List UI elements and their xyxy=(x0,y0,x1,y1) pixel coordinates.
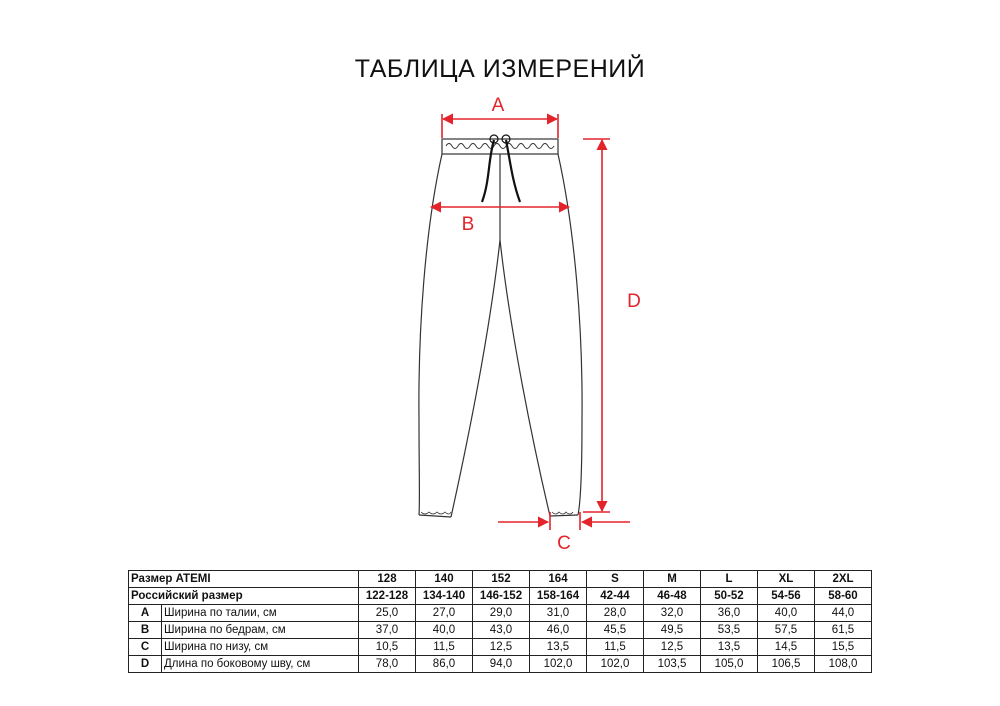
measure-value: 25,0 xyxy=(359,605,416,622)
ru-size-cell: 50-52 xyxy=(701,588,758,605)
measure-letter: D xyxy=(129,656,162,673)
measure-value: 27,0 xyxy=(416,605,473,622)
measure-value: 12,5 xyxy=(473,639,530,656)
size-cell: S xyxy=(587,571,644,588)
measure-value: 108,0 xyxy=(815,656,872,673)
measure-value: 106,5 xyxy=(758,656,815,673)
measure-value: 32,0 xyxy=(644,605,701,622)
dimension-b-label: B xyxy=(461,214,475,235)
ru-size-cell: 58-60 xyxy=(815,588,872,605)
measure-value: 102,0 xyxy=(587,656,644,673)
ru-size-cell: 158-164 xyxy=(530,588,587,605)
measure-value: 15,5 xyxy=(815,639,872,656)
size-cell: M xyxy=(644,571,701,588)
measure-value: 28,0 xyxy=(587,605,644,622)
measure-row-d xyxy=(129,656,872,673)
measure-value: 49,5 xyxy=(644,622,701,639)
measure-value: 14,5 xyxy=(758,639,815,656)
measure-label: Ширина по бедрам, см xyxy=(162,622,359,639)
measure-value: 102,0 xyxy=(530,656,587,673)
ru-size-row xyxy=(129,588,872,605)
dimension-d-label: D xyxy=(627,291,641,312)
measure-label: Ширина по низу, см xyxy=(162,639,359,656)
measure-value: 46,0 xyxy=(530,622,587,639)
measure-value: 103,5 xyxy=(644,656,701,673)
size-cell: XL xyxy=(758,571,815,588)
measure-value: 40,0 xyxy=(758,605,815,622)
size-row xyxy=(129,571,872,588)
measure-value: 105,0 xyxy=(701,656,758,673)
size-table xyxy=(128,570,872,673)
measure-value: 36,0 xyxy=(701,605,758,622)
size-cell: L xyxy=(701,571,758,588)
measure-value: 29,0 xyxy=(473,605,530,622)
measure-value: 94,0 xyxy=(473,656,530,673)
size-row-label: Размер ATEMI xyxy=(129,571,359,588)
dimension-c xyxy=(498,512,630,530)
measure-value: 11,5 xyxy=(587,639,644,656)
measure-value: 78,0 xyxy=(359,656,416,673)
measure-value: 10,5 xyxy=(359,639,416,656)
pants-outline xyxy=(419,139,582,517)
ru-size-cell: 46-48 xyxy=(644,588,701,605)
measure-value: 40,0 xyxy=(416,622,473,639)
measure-label: Ширина по талии, см xyxy=(162,605,359,622)
size-cell: 164 xyxy=(530,571,587,588)
measure-value: 57,5 xyxy=(758,622,815,639)
measure-value: 31,0 xyxy=(530,605,587,622)
page-title: ТАБЛИЦА ИЗМЕРЕНИЙ xyxy=(354,55,646,83)
measure-value: 43,0 xyxy=(473,622,530,639)
ru-size-cell: 54-56 xyxy=(758,588,815,605)
measure-value: 11,5 xyxy=(416,639,473,656)
size-cell: 2XL xyxy=(815,571,872,588)
measure-value: 37,0 xyxy=(359,622,416,639)
measure-value: 13,5 xyxy=(530,639,587,656)
size-cell: 128 xyxy=(359,571,416,588)
measure-value: 53,5 xyxy=(701,622,758,639)
dimension-a-label: A xyxy=(491,95,505,116)
measure-letter: A xyxy=(129,605,162,622)
measure-label: Длина по боковому шву, см xyxy=(162,656,359,673)
ru-size-cell: 134-140 xyxy=(416,588,473,605)
measure-letter: B xyxy=(129,622,162,639)
measure-value: 44,0 xyxy=(815,605,872,622)
size-cell: 140 xyxy=(416,571,473,588)
ru-size-cell: 42-44 xyxy=(587,588,644,605)
ru-size-row-label: Российский размер xyxy=(129,588,359,605)
measure-value: 61,5 xyxy=(815,622,872,639)
dimension-c-label: C xyxy=(557,533,571,554)
dimension-d xyxy=(583,139,610,512)
measure-row-c xyxy=(129,639,872,656)
size-cell: 152 xyxy=(473,571,530,588)
ru-size-cell: 122-128 xyxy=(359,588,416,605)
ru-size-cell: 146-152 xyxy=(473,588,530,605)
dimension-a xyxy=(442,114,558,138)
measure-value: 12,5 xyxy=(644,639,701,656)
measure-value: 13,5 xyxy=(701,639,758,656)
measure-row-a xyxy=(129,605,872,622)
measure-value: 45,5 xyxy=(587,622,644,639)
measure-letter: C xyxy=(129,639,162,656)
measure-value: 86,0 xyxy=(416,656,473,673)
measure-row-b xyxy=(129,622,872,639)
